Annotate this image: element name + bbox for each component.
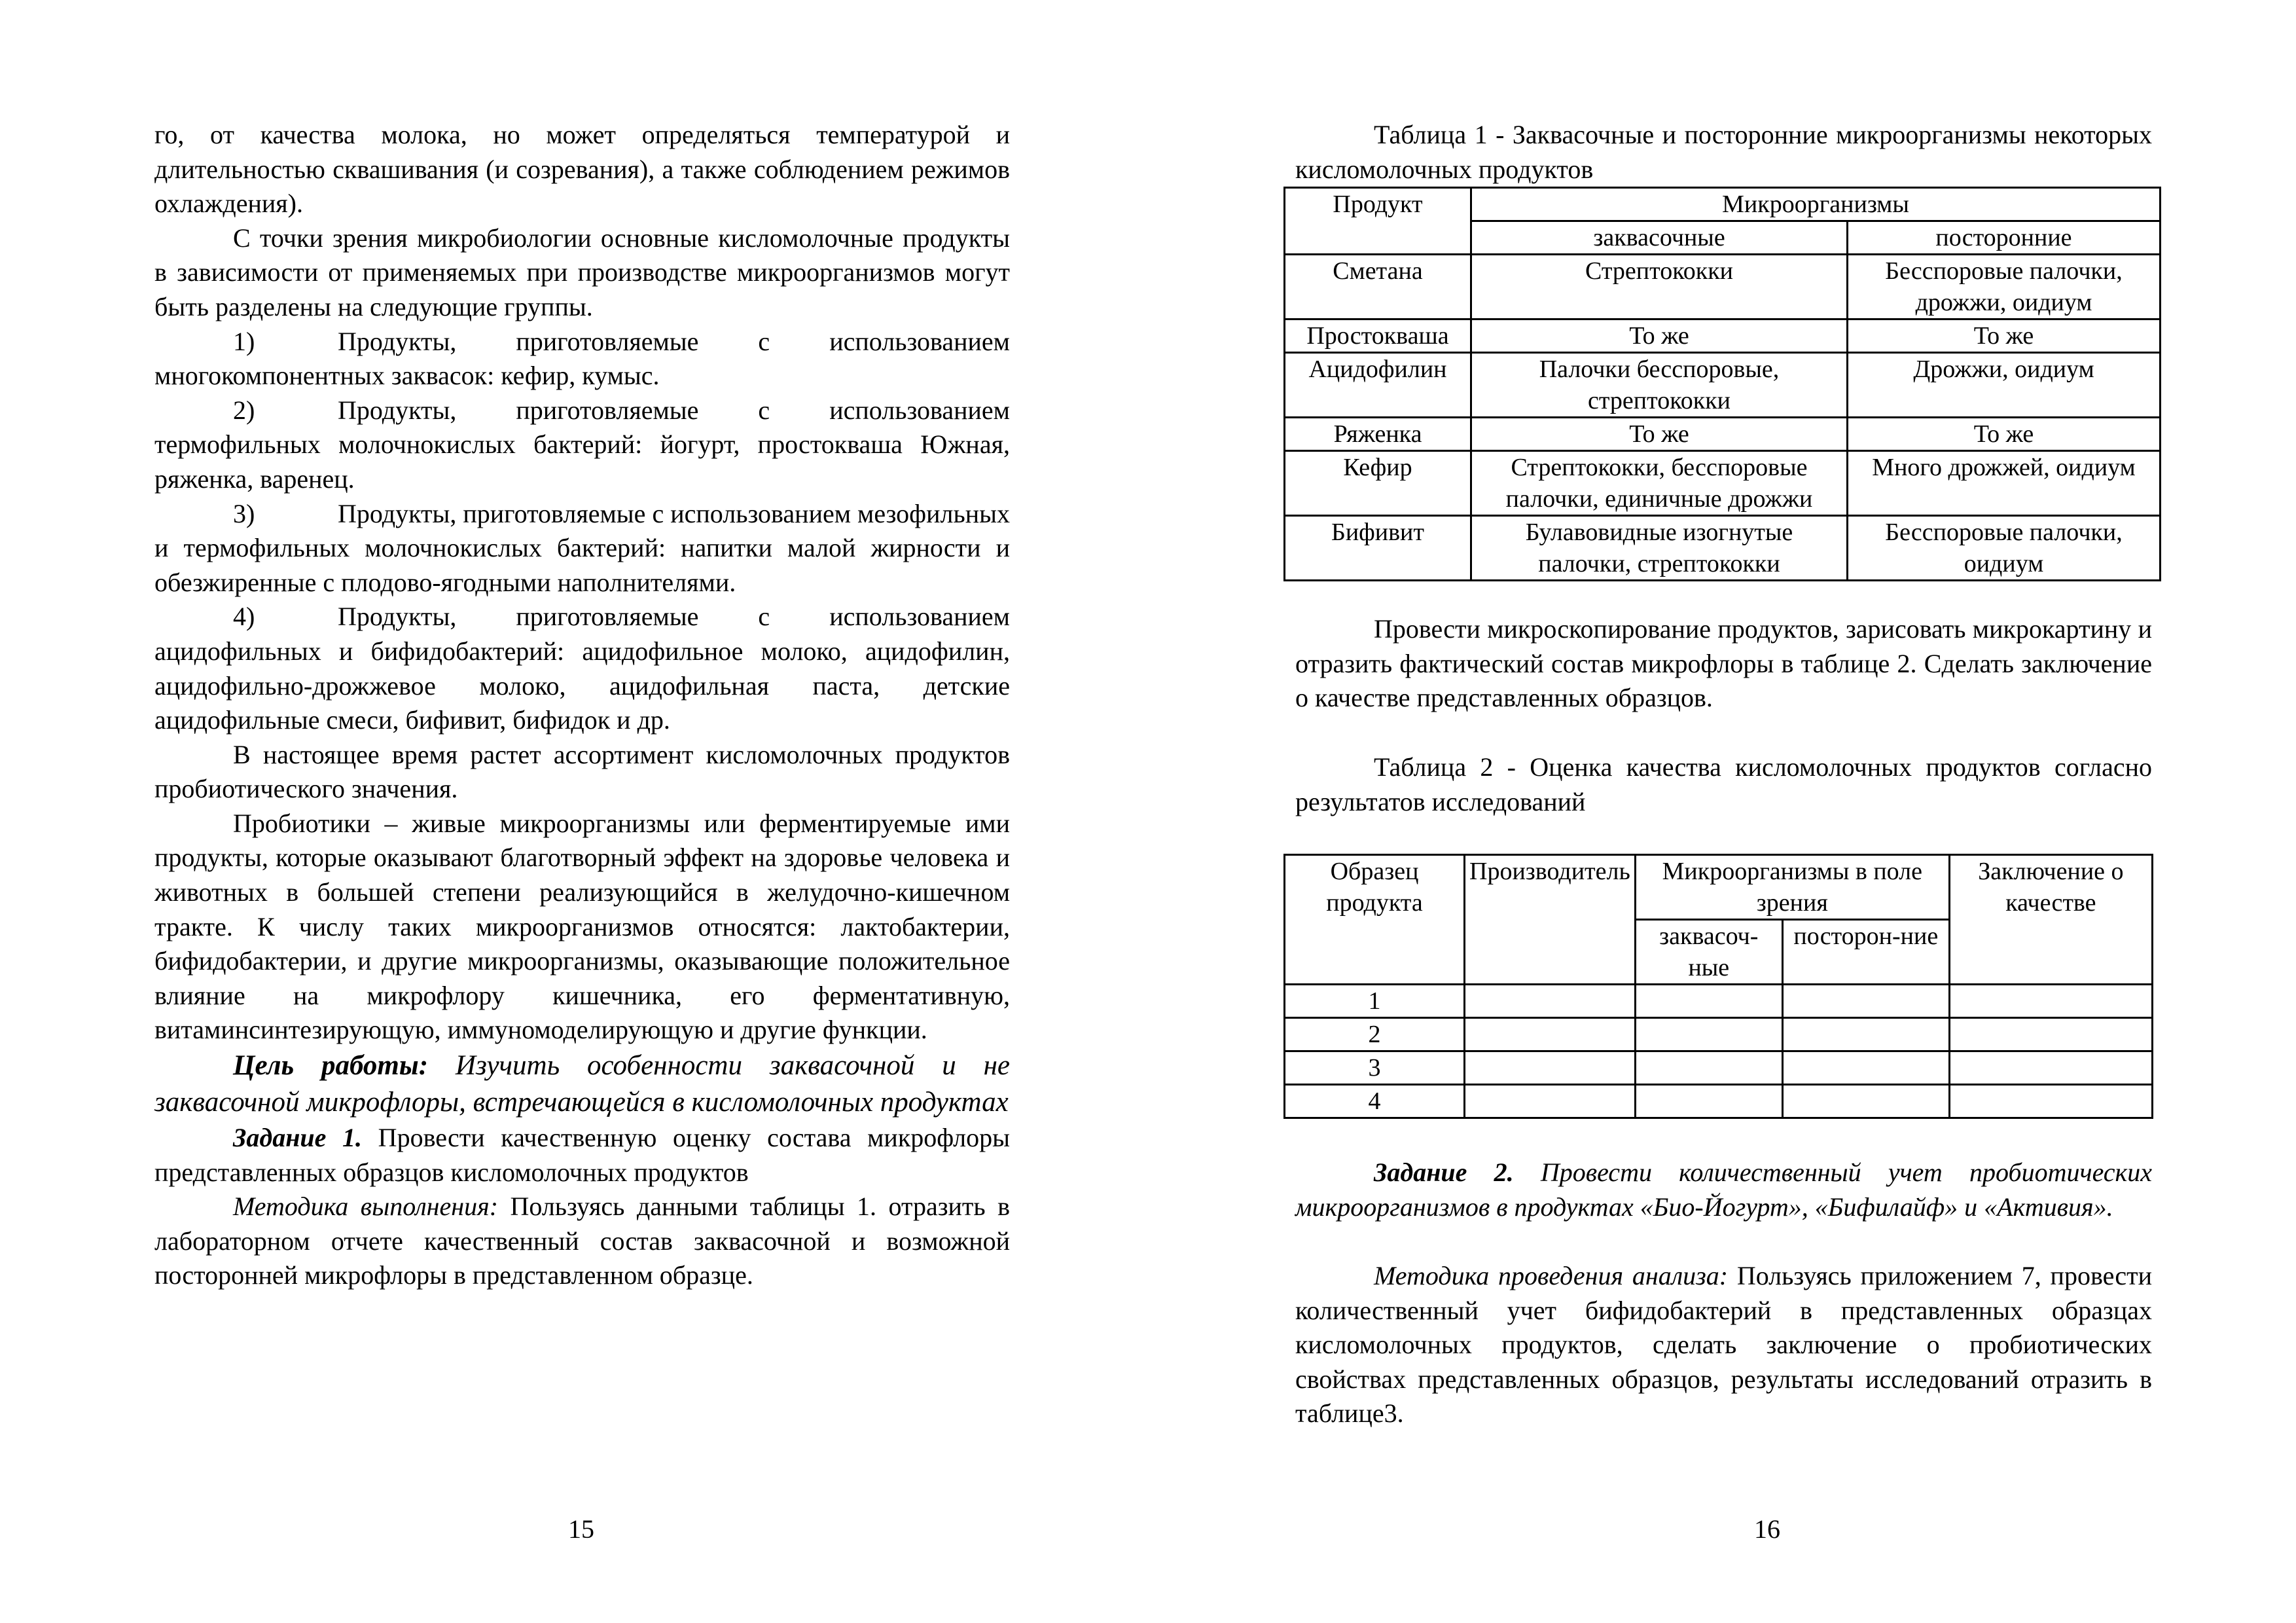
task2-text: Провести количественный учет пробиотических микроорганизмов в продуктах «Био-Йогурт», «Бифилайф» и «Активия». <box>1295 1158 2153 1222</box>
task1-text: Провести качественную оценку состава микрофлоры представленных образцов кисломолочных продуктов <box>154 1123 1011 1187</box>
table2 <box>1283 854 2153 1119</box>
table-cell: Кефир <box>1285 451 1471 516</box>
empty-cell <box>1949 985 2152 1018</box>
table-cell: То же <box>1848 418 2161 451</box>
table2-caption: Таблица 2 - Оценка качества кисломолочных продуктов согласно результатов исследований <box>1295 752 2152 816</box>
list-text: Продукты, приготовляемые с использованием ацидофильных и бифидобактерий: ацидофильное молоко, ацидофилин, ацидофильно-дрожжевое молоко, ацидофильная паста, детские ацидофильные смеси, бифивит, бифидок и др. <box>154 602 1010 735</box>
paragraph: го, от качества молока, но может определяться температурой и длительностью сквашивания (и созревания), а также соблюдением режимов охлаждения). <box>154 120 1010 219</box>
header-maker: Производитель <box>1465 855 1636 985</box>
task1-paragraph <box>154 1121 1010 1190</box>
table-cell: Палочки бесспоровые, стрептококки <box>1471 353 1848 418</box>
table-row <box>1285 1085 2153 1118</box>
list-text: Продукты, приготовляемые с использованием мезофильных и термофильных молочнокислых бактерий: напитки малой жирности и обезжиренные с плодово-ягодными наполнителями. <box>154 498 1010 597</box>
empty-cell <box>1635 1051 1782 1085</box>
list-item <box>154 600 1010 737</box>
empty-cell <box>1635 1018 1782 1051</box>
goal-text: Изучить особенности заквасочной и не заквасочной микрофлоры, встречающейся в кисломолочных продуктах <box>154 1050 1010 1118</box>
table-row <box>1285 1018 2153 1051</box>
sample-number: 1 <box>1285 985 1465 1018</box>
page-number: 16 <box>1754 1514 1780 1544</box>
table-cell: Много дрожжей, оидиум <box>1848 451 2161 516</box>
header-conclusion: Заключение о качестве <box>1949 855 2152 985</box>
left-page <box>154 118 1010 1293</box>
table-cell: То же <box>1848 319 2161 353</box>
empty-cell <box>1949 1085 2152 1118</box>
table-cell: Сметана <box>1285 255 1471 319</box>
paragraph: С точки зрения микробиологии основные кисломолочные продукты в зависимости от применяемых при производстве микроорганизмов могут быть разделены на следующие группы. <box>154 223 1010 321</box>
task1-label: Задание 1. <box>233 1123 363 1153</box>
sample-number: 4 <box>1285 1085 1465 1118</box>
empty-cell <box>1782 985 1949 1018</box>
method-label: Методика выполнения: <box>233 1192 499 1222</box>
header-foreign: посторонние <box>1848 221 2161 255</box>
list-number: 4) <box>233 602 255 632</box>
header-sample: Образец продукта <box>1285 855 1465 985</box>
table-row <box>1285 319 2161 353</box>
table-cell: Стрептококки <box>1471 255 1848 319</box>
table-cell: Простокваша <box>1285 319 1471 353</box>
empty-cell <box>1635 985 1782 1018</box>
list-item <box>154 325 1010 393</box>
method2-text: Пользуясь приложением 7, провести количественный учет бифидобактерий в представленных образцах кисломолочных продуктов, сделать заключение о пробиотических свойствах представленных образцов, результаты исследований отразить в таблице3. <box>1295 1261 2152 1429</box>
empty-cell <box>1949 1051 2152 1085</box>
table-row <box>1285 1051 2153 1085</box>
empty-cell <box>1465 1085 1636 1118</box>
list-text: Продукты, приготовляемые с использованием термофильных молочнокислых бактерий: йогурт, простокваша Южная, ряженка, варенец. <box>154 395 1010 494</box>
table-row <box>1285 451 2161 516</box>
page-number: 15 <box>568 1514 594 1544</box>
table-row <box>1285 353 2161 418</box>
list-item <box>154 497 1010 600</box>
empty-cell <box>1465 1051 1636 1085</box>
table-row <box>1285 418 2161 451</box>
table-row <box>1285 516 2161 581</box>
table-cell: Ряженка <box>1285 418 1471 451</box>
empty-cell <box>1465 1018 1636 1051</box>
table-cell: Бесспоровые палочки, дрожжи, оидиум <box>1848 255 2161 319</box>
task2-paragraph <box>1295 1156 2152 1224</box>
list-number: 2) <box>233 395 255 425</box>
table-row <box>1285 985 2153 1018</box>
table1-caption: Таблица 1 - Заквасочные и посторонние микроорганизмы некоторых кисломолочных продуктов <box>1295 120 2152 184</box>
header-microorganisms: Микроорганизмы в поле зрения <box>1635 855 1949 920</box>
goal-label: Цель работы: <box>233 1050 429 1082</box>
task2-label: Задание 2. <box>1374 1158 1514 1187</box>
empty-cell <box>1465 985 1636 1018</box>
sample-number: 2 <box>1285 1018 1465 1051</box>
header-starter: заквасочные <box>1471 221 1848 255</box>
header-product: Продукт <box>1285 188 1471 255</box>
paragraph: Пробиотики – живые микроорганизмы или ферментируемые ими продукты, которые оказывают благотворный эффект на здоровье человека и животных в большей степени реализующийся в желудочно-кишечном тракте. К числу таких микроорганизмов относятся: лактобактерии, бифидобактерии, и другие микроорганизмы, оказывающие положительное влияние на микрофлору кишечника, его ферментативную, витаминсинтезирующую, иммуномоделирующую и другие функции. <box>154 808 1010 1045</box>
method-paragraph <box>154 1190 1010 1293</box>
paragraph: В настоящее время растет ассортимент кисломолочных продуктов пробиотического значения. <box>154 739 1010 804</box>
table-cell: Дрожжи, оидиум <box>1848 353 2161 418</box>
method2-label: Методика проведения анализа: <box>1374 1261 1729 1290</box>
header-microorganisms: Микроорганизмы <box>1471 188 2161 221</box>
empty-cell <box>1782 1018 1949 1051</box>
table-row <box>1285 255 2161 319</box>
table-cell: То же <box>1471 319 1848 353</box>
table-cell: Бесспоровые палочки, оидиум <box>1848 516 2161 581</box>
header-starter: заквасоч-ные <box>1635 920 1782 985</box>
table1 <box>1283 187 2161 581</box>
list-text: Продукты, приготовляемые с использованием многокомпонентных заквасок: кефир, кумыс. <box>154 326 1010 391</box>
list-item <box>154 393 1010 497</box>
empty-cell <box>1782 1051 1949 1085</box>
list-number: 3) <box>233 498 255 528</box>
sample-number: 3 <box>1285 1051 1465 1085</box>
paragraph: Провести микроскопирование продуктов, зарисовать микрокартину и отразить фактический состав микрофлоры в таблице 2. Сделать заключение о качестве представленных образцов. <box>1295 614 2152 713</box>
table-cell: Бифивит <box>1285 516 1471 581</box>
table-cell: Булавовидные изогнутые палочки, стрептококки <box>1471 516 1848 581</box>
method2-paragraph <box>1295 1259 2152 1431</box>
goal-paragraph <box>154 1048 1010 1121</box>
empty-cell <box>1782 1085 1949 1118</box>
empty-cell <box>1949 1018 2152 1051</box>
method-text: Пользуясь данными таблицы 1. отразить в лабораторном отчете качественный состав заквасочной и возможной посторонней микрофлоры в представленном образце. <box>154 1192 1010 1290</box>
empty-cell <box>1635 1085 1782 1118</box>
table-cell: Стрептококки, бесспоровые палочки, единичные дрожжи <box>1471 451 1848 516</box>
table-cell: То же <box>1471 418 1848 451</box>
table-cell: Ацидофилин <box>1285 353 1471 418</box>
header-foreign: посторон-ние <box>1782 920 1949 985</box>
list-number: 1) <box>233 326 255 356</box>
